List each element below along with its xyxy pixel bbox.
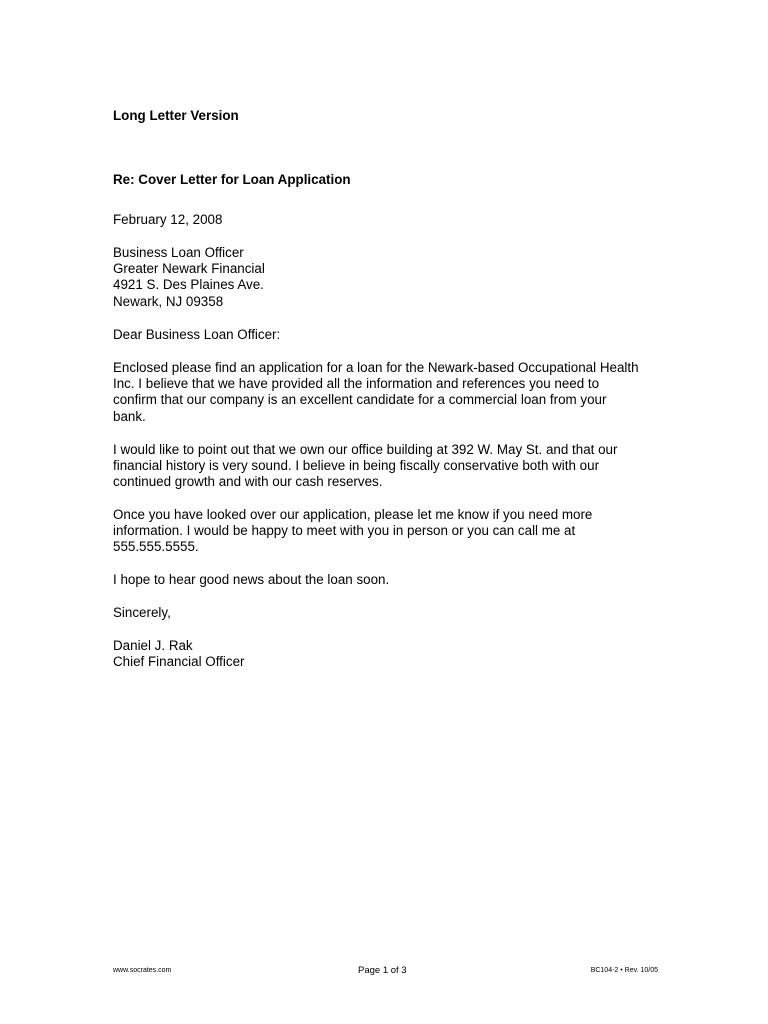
recipient-line: Business Loan Officer (113, 245, 244, 260)
date-text: February 12, 2008 (113, 212, 223, 227)
paragraph-line: Once you have looked over our application, please let me know if you need more (113, 507, 593, 522)
body-paragraph (113, 507, 673, 556)
paragraph-line: bank. (113, 408, 146, 424)
salutation (113, 327, 673, 343)
signer-name: Daniel J. Rak (113, 638, 193, 653)
paragraph-line: I would like to point out that we own our office building at 392 W. May St. and that our (113, 442, 618, 457)
recipient-address (113, 245, 673, 310)
page-number: Page 1 of 3 (358, 965, 407, 976)
closing-text: Sincerely, (113, 605, 171, 620)
signer-title: Chief Financial Officer (113, 654, 245, 670)
signature-block (113, 638, 673, 670)
subject-line: Re: Cover Letter for Loan Application (113, 172, 351, 187)
recipient-line: Newark, NJ 09358 (113, 293, 224, 309)
closing (113, 605, 673, 621)
paragraph-line: Enclosed please find an application for a loan for the Newark-based Occupational Health (113, 360, 639, 375)
recipient-line: 4921 S. Des Plaines Ave. (113, 277, 264, 293)
body-paragraph (113, 442, 673, 491)
paragraph-line: financial history is very sound. I believe in being fiscally conservative both with our (113, 458, 600, 474)
paragraph-line: 555.555.5555. (113, 539, 199, 555)
page-footer (113, 965, 658, 977)
footer-website: www.socrates.com (113, 967, 172, 974)
version-heading: Long Letter Version (113, 108, 239, 123)
body-paragraph (113, 360, 673, 425)
recipient-line: Greater Newark Financial (113, 261, 265, 277)
form-code: BC104-2 • Rev. 10/05 (590, 967, 658, 974)
paragraph-line: confirm that our company is an excellent candidate for a commercial loan from your (113, 392, 607, 408)
paragraph-line: Inc. I believe that we have provided all the information and references you need to (113, 376, 600, 392)
salutation-text: Dear Business Loan Officer: (113, 327, 281, 342)
letter-date (113, 212, 673, 228)
paragraph-line: I hope to hear good news about the loan soon. (113, 572, 390, 587)
paragraph-line: continued growth and with our cash reserves. (113, 474, 383, 490)
paragraph-line: information. I would be happy to meet with you in person or you can call me at (113, 523, 576, 539)
body-paragraph (113, 572, 673, 588)
